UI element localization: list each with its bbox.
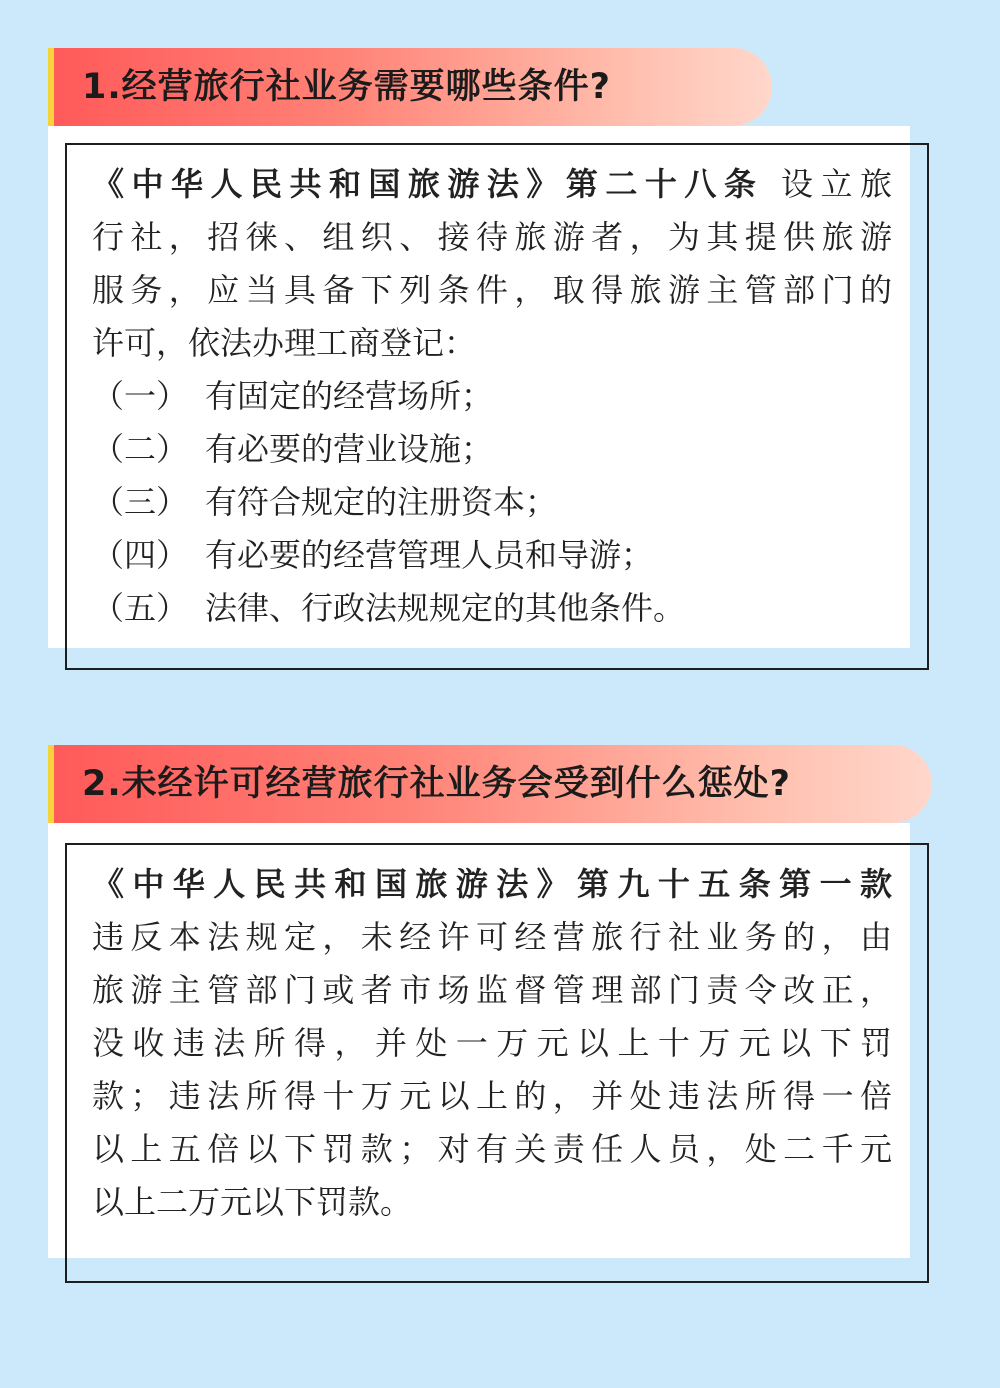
condition-text: 有必要的经营管理人员和导游； <box>205 536 654 574</box>
section-2-text <box>92 858 892 1229</box>
section-2-line-2: 旅游主管部门或者市场监督管理部门责令改正， <box>92 971 892 1009</box>
section-1-line-4: 许可，依法办理工商登记： <box>92 324 477 362</box>
condition-text: 有固定的经营场所； <box>205 377 494 415</box>
section-2-title: 2.未经许可经营旅行社业务会受到什么惩处? <box>82 764 791 804</box>
condition-text: 法律、行政法规规定的其他条件。 <box>205 589 686 627</box>
condition-item <box>92 423 892 476</box>
section-1-line-1-rest: 设立旅 <box>763 165 892 203</box>
section-1-line-3: 服务，应当具备下列条件，取得旅游主管部门的 <box>92 271 892 309</box>
section-1-law-ref: 《中华人民共和国旅游法》第二十八条 <box>92 165 764 203</box>
condition-item <box>92 582 892 635</box>
condition-text: 有必要的营业设施； <box>205 430 494 468</box>
section-2-line-4: 款；违法所得十万元以上的，并处违法所得一倍 <box>92 1077 892 1115</box>
section-1-header <box>48 48 772 126</box>
condition-number: （一） <box>92 377 189 415</box>
section-2-line-5: 以上五倍以下罚款；对有关责任人员，处二千元 <box>92 1130 892 1168</box>
section-2-header <box>48 745 932 823</box>
section-2-line-1: 违反本法规定，未经许可经营旅行社业务的，由 <box>92 918 892 956</box>
section-2-line-6: 以上二万元以下罚款。 <box>92 1183 413 1221</box>
section-1-text <box>92 158 892 635</box>
condition-number: （三） <box>92 483 189 521</box>
section-1-title: 1.经营旅行社业务需要哪些条件? <box>82 67 611 107</box>
condition-number: （二） <box>92 430 189 468</box>
condition-item <box>92 370 892 423</box>
condition-text: 有符合规定的注册资本； <box>205 483 558 521</box>
section-2-law-ref: 《中华人民共和国旅游法》第九十五条第一款 <box>92 865 892 903</box>
condition-number: （五） <box>92 589 189 627</box>
section-2-line-3: 没收违法所得，并处一万元以上十万元以下罚 <box>92 1024 892 1062</box>
section-1-line-1 <box>92 158 892 211</box>
condition-number: （四） <box>92 536 189 574</box>
condition-item <box>92 529 892 582</box>
section-1-line-2: 行社，招徕、组织、接待旅游者，为其提供旅游 <box>92 218 892 256</box>
condition-item <box>92 476 892 529</box>
